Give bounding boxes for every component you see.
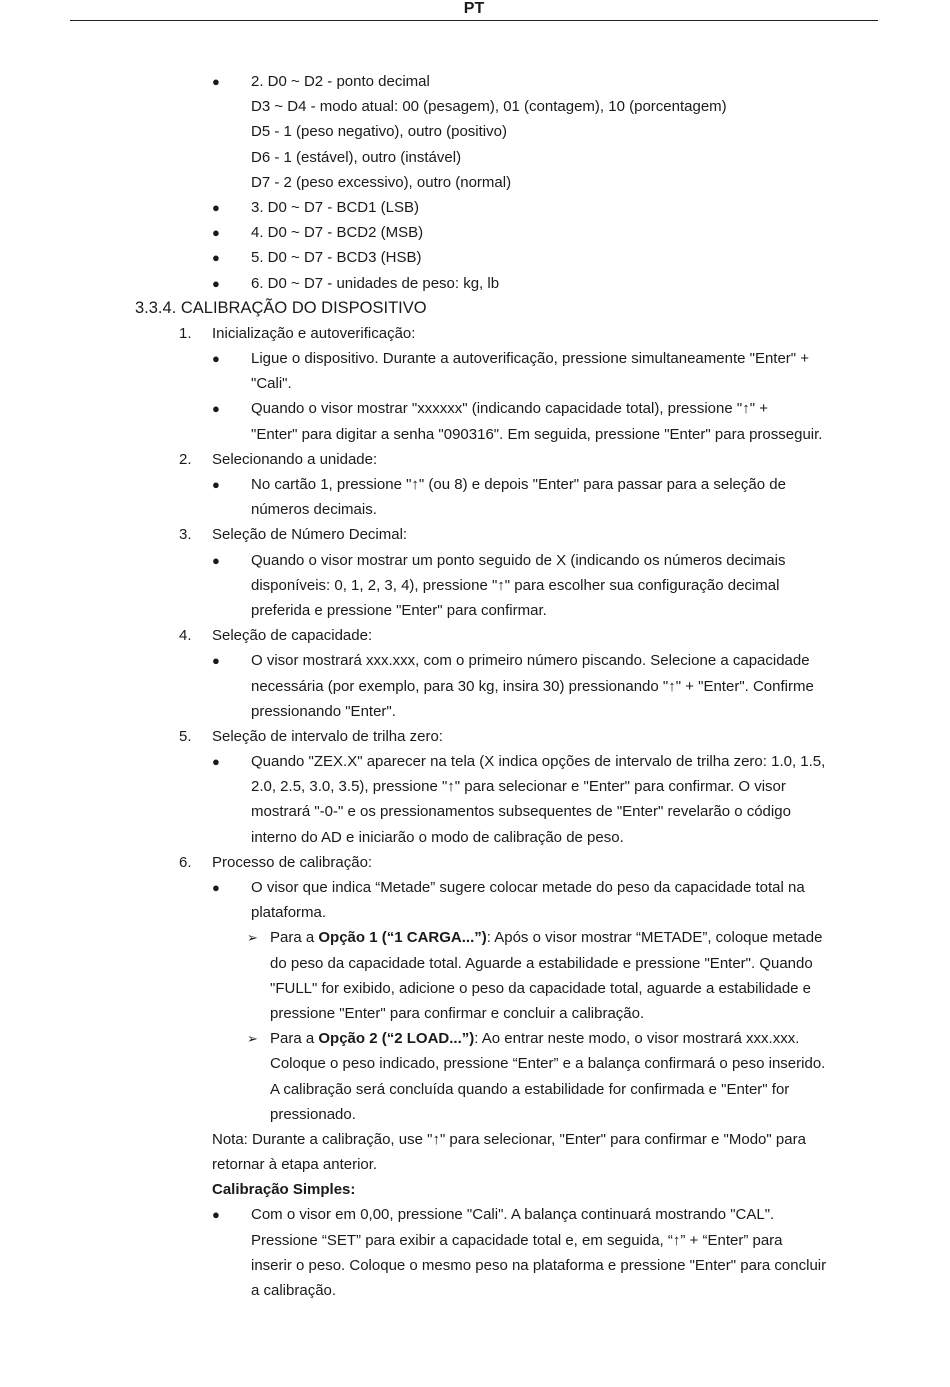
list-item-text: O visor que indica “Metade” sugere colocar metade do peso da capacidade total na xyxy=(251,879,805,896)
list-item-text: a calibração. xyxy=(251,1282,337,1299)
option-text: Para a Opção 2 (“2 LOAD...”): Ao entrar neste modo, o visor mostrará xxx.xxx. xyxy=(270,1030,800,1048)
document-body xyxy=(0,69,950,1303)
list-item xyxy=(0,875,950,900)
arrow-bullet-icon: ➢ xyxy=(247,1031,258,1047)
list-item-text: números decimais. xyxy=(251,501,377,519)
list-item-text: Ligue o dispositivo. Durante a autoverificação, pressione simultaneamente "Enter" + xyxy=(251,350,810,368)
bullet-icon: ● xyxy=(212,401,220,417)
bullet-icon: ● xyxy=(212,199,220,215)
option-text: Para a Opção 1 (“1 CARGA...”): Após o visor mostrar “METADE”, coloque metade xyxy=(270,929,823,947)
list-item xyxy=(0,396,950,421)
sub-list-item xyxy=(0,1026,950,1051)
list-item xyxy=(0,271,950,296)
list-item-text: 2. D0 ~ D2 - ponto decimal xyxy=(251,73,430,90)
list-item-text: "Enter" para digitar a senha "090316". Em seguida, pressione "Enter" para prosseguir. xyxy=(251,425,823,443)
option-text: "FULL" for exibido, adicione o peso da capacidade total, aguarde a estabilidade e xyxy=(270,979,812,997)
list-item-text: necessária (por exemplo, para 30 kg, insira 30) pressionando "↑" + "Enter". Confirme xyxy=(251,677,814,695)
list-item xyxy=(0,648,950,673)
list-item xyxy=(0,195,950,220)
list-item-text: plataforma. xyxy=(251,904,327,922)
list-item-text: D6 - 1 (estável), outro (instável) xyxy=(251,148,462,166)
step-row xyxy=(0,321,950,346)
bullet-icon: ● xyxy=(212,351,220,367)
step-number: 1. xyxy=(179,324,192,342)
bullet-icon: ● xyxy=(212,552,220,568)
step-title: Seleção de intervalo de trilha zero: xyxy=(212,727,443,745)
list-item-text: 3. D0 ~ D7 - BCD1 (LSB) xyxy=(251,198,419,216)
option-label: Opção 2 (“2 LOAD...”) xyxy=(318,1030,475,1048)
list-item-text: interno do AD e iniciarão o modo de calibração de peso. xyxy=(251,828,624,846)
bullet-icon: ● xyxy=(212,653,220,669)
list-item-text: No cartão 1, pressione "↑" (ou 8) e depois "Enter" para passar para a seleção de xyxy=(251,476,786,493)
list-item-text: D3 ~ D4 - modo atual: 00 (pesagem), 01 (contagem), 10 (porcentagem) xyxy=(251,98,727,116)
step-title: Processo de calibração: xyxy=(212,853,373,871)
sub-list-item xyxy=(0,925,950,950)
list-item-text: Quando "ZEX.X" aparecer na tela (X indica opções de intervalo de trilha zero: 1.0, 1.5, xyxy=(251,753,826,771)
step-row xyxy=(0,724,950,749)
list-item-text: "Cali". xyxy=(251,375,292,393)
step-number: 6. xyxy=(179,853,192,871)
step-number: 2. xyxy=(179,450,192,468)
list-item-text: 2.0, 2.5, 3.0, 3.5), pressione "↑" para selecionar e "Enter" para confirmar. O visor xyxy=(251,778,786,796)
list-item-text: O visor mostrará xxx.xxx, com o primeiro número piscando. Selecione a capacidade xyxy=(251,652,810,670)
list-item-text: inserir o peso. Coloque o mesmo peso na plataforma e pressione "Enter" para concluir xyxy=(251,1256,827,1274)
header-divider xyxy=(70,20,878,21)
bullet-icon: ● xyxy=(212,74,220,89)
page-header-lang: PT xyxy=(463,0,485,17)
step-title: Seleção de capacidade: xyxy=(212,627,373,645)
option-text: pressionado. xyxy=(270,1105,356,1123)
list-item-text: disponíveis: 0, 1, 2, 3, 4), pressione "↑" para escolher sua configuração decimal xyxy=(251,576,780,594)
option-label: Opção 1 (“1 CARGA...”) xyxy=(318,929,487,947)
bullet-icon: ● xyxy=(212,477,220,492)
list-item xyxy=(0,69,950,94)
step-title: Inicialização e autoverificação: xyxy=(212,324,416,342)
list-item-text: D7 - 2 (peso excessivo), outro (normal) xyxy=(251,173,512,191)
list-item xyxy=(0,245,950,270)
bullet-icon: ● xyxy=(212,1207,220,1223)
step-row xyxy=(0,522,950,547)
section-heading: 3.3.4. CALIBRAÇÃO DO DISPOSITIVO xyxy=(135,298,427,317)
option-text: Coloque o peso indicado, pressione “Enter” e a balança confirmará o peso inserido. xyxy=(270,1055,826,1073)
list-item-text: pressionando "Enter". xyxy=(251,702,396,720)
list-item-text: 6. D0 ~ D7 - unidades de peso: kg, lb xyxy=(251,274,500,292)
note-text: Nota: Durante a calibração, use "↑" para selecionar, "Enter" para confirmar e "Modo" para xyxy=(212,1130,806,1148)
arrow-bullet-icon: ➢ xyxy=(247,930,258,946)
step-number: 4. xyxy=(179,627,192,645)
option-text: do peso da capacidade total. Aguarde a estabilidade e pressione "Enter". Quando xyxy=(270,954,813,972)
list-item-text: 4. D0 ~ D7 - BCD2 (MSB) xyxy=(251,224,424,242)
step-row xyxy=(0,623,950,648)
section-heading-row xyxy=(0,296,950,321)
list-item-text: mostrará "-0-" e os pressionamentos subsequentes de "Enter" revelarão o código xyxy=(251,803,791,821)
step-row xyxy=(0,850,950,875)
list-item xyxy=(0,220,950,245)
list-item xyxy=(0,749,950,774)
list-item-text: D5 - 1 (peso negativo), outro (positivo) xyxy=(251,123,507,141)
step-title: Selecionando a unidade: xyxy=(212,450,378,468)
list-item-text: Pressione “SET” para exibir a capacidade total e, em seguida, “↑” + “Enter” para xyxy=(251,1231,783,1249)
note-text: retornar à etapa anterior. xyxy=(212,1156,378,1174)
list-item-text: 5. D0 ~ D7 - BCD3 (HSB) xyxy=(251,249,422,267)
bullet-icon: ● xyxy=(212,250,220,266)
list-item xyxy=(0,472,950,497)
option-text: A calibração será concluída quando a estabilidade for confirmada e "Enter" for xyxy=(270,1080,790,1098)
list-item xyxy=(0,548,950,573)
list-item-text: Com o visor em 0,00, pressione "Cali". A balança continuará mostrando "CAL". xyxy=(251,1206,775,1224)
list-item-text: Quando o visor mostrar um ponto seguido de X (indicando os números decimais xyxy=(251,551,786,569)
step-title: Seleção de Número Decimal: xyxy=(212,526,408,544)
list-item-text: preferida e pressione "Enter" para confirmar. xyxy=(251,601,547,619)
bullet-icon: ● xyxy=(212,880,220,895)
list-item xyxy=(0,1202,950,1227)
step-row xyxy=(0,447,950,472)
bullet-icon: ● xyxy=(212,754,220,770)
list-item-text: Quando o visor mostrar "xxxxxx" (indicando capacidade total), pressione "↑" + xyxy=(251,400,768,418)
option-text: pressione "Enter" para confirmar e concluir a calibração. xyxy=(270,1004,645,1022)
list-item xyxy=(0,346,950,371)
step-number: 3. xyxy=(179,526,192,544)
step-number: 5. xyxy=(179,727,192,745)
bullet-icon: ● xyxy=(212,275,220,291)
subsection-heading: Calibração Simples: xyxy=(212,1181,356,1199)
bullet-icon: ● xyxy=(212,225,220,241)
